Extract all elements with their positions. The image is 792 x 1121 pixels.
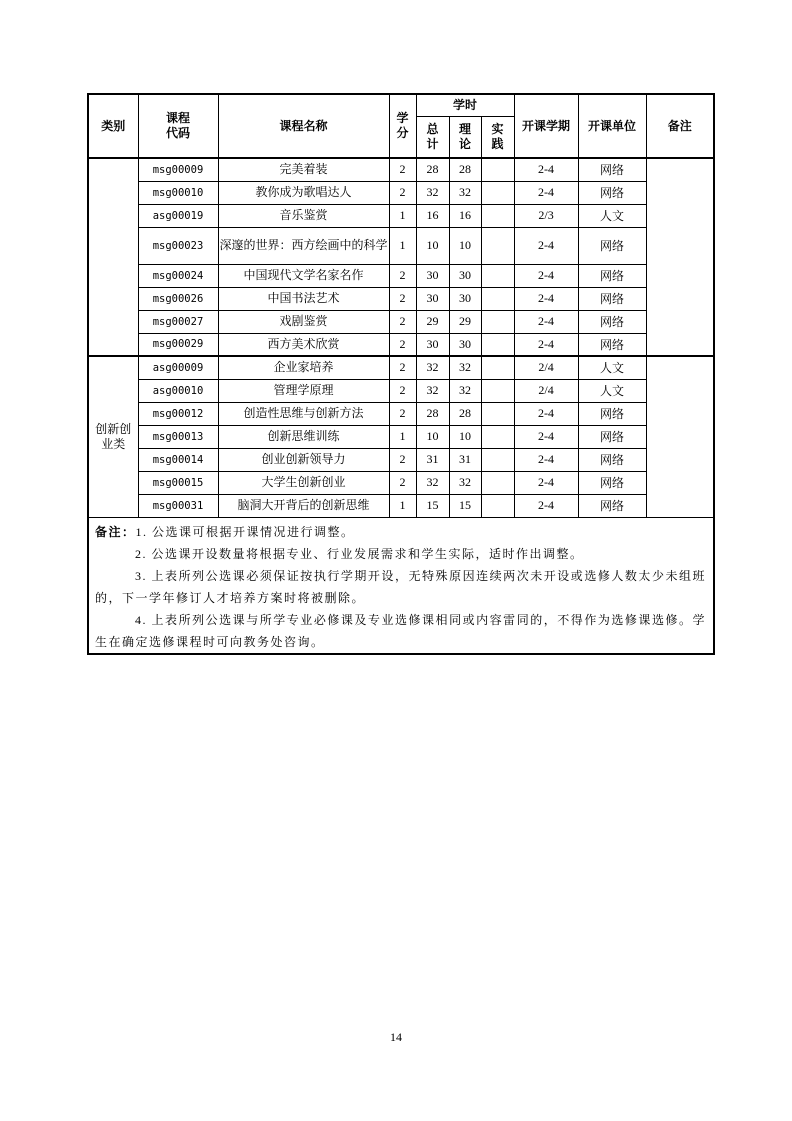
cell-unit: 网络 xyxy=(578,333,646,356)
cell-hours-theory: 30 xyxy=(449,287,481,310)
cell-unit: 网络 xyxy=(578,425,646,448)
cell-hours-total: 29 xyxy=(416,310,449,333)
header-course-name: 课程名称 xyxy=(218,94,389,158)
cell-course-name: 创业创新领导力 xyxy=(218,448,389,471)
cell-hours-theory: 30 xyxy=(449,333,481,356)
cell-hours-total: 32 xyxy=(416,356,449,379)
cell-unit: 网络 xyxy=(578,227,646,264)
cell-course-name: 企业家培养 xyxy=(218,356,389,379)
cell-course-code: msg00031 xyxy=(138,494,218,517)
cell-hours-total: 10 xyxy=(416,425,449,448)
cell-semester: 2-4 xyxy=(514,448,578,471)
table-row xyxy=(88,402,714,425)
cell-credit: 1 xyxy=(389,204,416,227)
cell-hours-theory: 28 xyxy=(449,158,481,181)
cell-hours-total: 32 xyxy=(416,379,449,402)
cell-hours-practice xyxy=(481,264,514,287)
table-row xyxy=(88,204,714,227)
table-row xyxy=(88,471,714,494)
cell-course-code: msg00024 xyxy=(138,264,218,287)
cell-course-name: 中国现代文学名家名作 xyxy=(218,264,389,287)
cell-unit: 人文 xyxy=(578,379,646,402)
cell-remark-group1 xyxy=(646,158,714,356)
cell-course-name: 大学生创新创业 xyxy=(218,471,389,494)
table-row xyxy=(88,264,714,287)
cell-unit: 网络 xyxy=(578,181,646,204)
cell-hours-practice xyxy=(481,158,514,181)
cell-course-code: msg00009 xyxy=(138,158,218,181)
cell-category-group1 xyxy=(88,158,138,356)
cell-semester: 2-4 xyxy=(514,227,578,264)
cell-hours-total: 30 xyxy=(416,333,449,356)
cell-credit: 1 xyxy=(389,494,416,517)
cell-course-name: 完美着装 xyxy=(218,158,389,181)
cell-hours-theory: 32 xyxy=(449,356,481,379)
cell-course-name: 脑洞大开背后的创新思维 xyxy=(218,494,389,517)
table-row xyxy=(88,181,714,204)
cell-hours-theory: 32 xyxy=(449,471,481,494)
cell-hours-practice xyxy=(481,227,514,264)
cell-credit: 2 xyxy=(389,158,416,181)
cell-unit: 网络 xyxy=(578,310,646,333)
header-hours-total xyxy=(416,116,449,158)
header-hours: 学时 xyxy=(416,94,514,116)
cell-course-code: msg00015 xyxy=(138,471,218,494)
cell-course-code: msg00027 xyxy=(138,310,218,333)
table-row xyxy=(88,287,714,310)
cell-hours-total: 28 xyxy=(416,158,449,181)
cell-category-group2 xyxy=(88,356,138,517)
cell-course-code: asg00009 xyxy=(138,356,218,379)
header-category: 类别 xyxy=(88,94,138,158)
cell-course-code: msg00029 xyxy=(138,333,218,356)
cell-credit: 2 xyxy=(389,264,416,287)
cell-unit: 网络 xyxy=(578,264,646,287)
note-item-1-text: 1. 公选课可根据开课情况进行调整。 xyxy=(135,524,355,539)
cell-hours-total: 31 xyxy=(416,448,449,471)
cell-credit: 2 xyxy=(389,181,416,204)
cell-hours-theory: 30 xyxy=(449,264,481,287)
cell-semester: 2-4 xyxy=(514,181,578,204)
cell-course-code: msg00010 xyxy=(138,181,218,204)
cell-course-code: asg00019 xyxy=(138,204,218,227)
cell-unit: 人文 xyxy=(578,356,646,379)
cell-credit: 2 xyxy=(389,333,416,356)
cell-semester: 2-4 xyxy=(514,287,578,310)
cell-course-code: msg00023 xyxy=(138,227,218,264)
cell-unit: 网络 xyxy=(578,448,646,471)
cell-credit: 2 xyxy=(389,287,416,310)
cell-hours-practice xyxy=(481,204,514,227)
category-label: 创新创业类 xyxy=(95,421,132,451)
cell-hours-practice xyxy=(481,310,514,333)
cell-hours-practice xyxy=(481,379,514,402)
table-row xyxy=(88,227,714,264)
cell-hours-practice xyxy=(481,356,514,379)
table-row xyxy=(88,356,714,379)
header-semester: 开课学期 xyxy=(514,94,578,158)
cell-hours-practice xyxy=(481,448,514,471)
cell-course-name: 创造性思维与创新方法 xyxy=(218,402,389,425)
cell-hours-theory: 29 xyxy=(449,310,481,333)
cell-hours-practice xyxy=(481,287,514,310)
notes-label: 备注： xyxy=(95,524,136,539)
cell-hours-total: 32 xyxy=(416,471,449,494)
cell-credit: 2 xyxy=(389,471,416,494)
cell-hours-total: 16 xyxy=(416,204,449,227)
header-credit-label: 学分 xyxy=(396,111,409,140)
cell-credit: 1 xyxy=(389,425,416,448)
cell-semester: 2-4 xyxy=(514,494,578,517)
cell-hours-total: 32 xyxy=(416,181,449,204)
cell-unit: 人文 xyxy=(578,204,646,227)
cell-hours-practice xyxy=(481,181,514,204)
header-course-code xyxy=(138,94,218,158)
cell-semester: 2/4 xyxy=(514,379,578,402)
cell-course-name: 西方美术欣赏 xyxy=(218,333,389,356)
cell-hours-theory: 10 xyxy=(449,227,481,264)
cell-unit: 网络 xyxy=(578,494,646,517)
cell-course-code: msg00013 xyxy=(138,425,218,448)
cell-course-code: msg00014 xyxy=(138,448,218,471)
cell-unit: 网络 xyxy=(578,158,646,181)
cell-semester: 2-4 xyxy=(514,264,578,287)
cell-course-name: 音乐鉴赏 xyxy=(218,204,389,227)
cell-hours-total: 30 xyxy=(416,264,449,287)
cell-hours-practice xyxy=(481,425,514,448)
note-item-1 xyxy=(95,521,706,543)
table-row xyxy=(88,333,714,356)
table-row xyxy=(88,379,714,402)
note-item-2: 2. 公选课开设数量将根据专业、行业发展需求和学生实际，适时作出调整。 xyxy=(135,546,584,561)
note-item-4: 4. 上表所列公选课与所学专业必修课及专业选修课相同或内容雷同的，不得作为选修课选修。学生在确定选修课程时可向教务处咨询。 xyxy=(95,612,707,649)
cell-hours-theory: 31 xyxy=(449,448,481,471)
cell-unit: 网络 xyxy=(578,471,646,494)
cell-semester: 2-4 xyxy=(514,425,578,448)
cell-hours-total: 28 xyxy=(416,402,449,425)
cell-hours-practice xyxy=(481,494,514,517)
header-unit: 开课单位 xyxy=(578,94,646,158)
cell-hours-practice xyxy=(481,333,514,356)
table-row xyxy=(88,494,714,517)
header-hours-practice-label: 实践 xyxy=(491,121,504,151)
cell-course-name: 戏剧鉴赏 xyxy=(218,310,389,333)
table-row xyxy=(88,158,714,181)
cell-hours-total: 15 xyxy=(416,494,449,517)
cell-unit: 网络 xyxy=(578,402,646,425)
cell-course-name: 教你成为歌唱达人 xyxy=(218,181,389,204)
course-schedule-table xyxy=(87,93,715,655)
cell-hours-theory: 10 xyxy=(449,425,481,448)
note-item-3: 3. 上表所列公选课必须保证按执行学期开设，无特殊原因连续两次未开设或选修人数太少未组班的，下一学年修订人才培养方案时将被删除。 xyxy=(95,568,707,605)
notes-row xyxy=(88,517,714,654)
header-credit xyxy=(389,94,416,158)
cell-hours-theory: 28 xyxy=(449,402,481,425)
cell-hours-total: 10 xyxy=(416,227,449,264)
cell-course-name: 深邃的世界：西方绘画中的科学 xyxy=(218,227,389,264)
cell-credit: 2 xyxy=(389,356,416,379)
cell-semester: 2-4 xyxy=(514,310,578,333)
header-hours-practice xyxy=(481,116,514,158)
cell-hours-total: 30 xyxy=(416,287,449,310)
cell-semester: 2-4 xyxy=(514,158,578,181)
table-row xyxy=(88,310,714,333)
header-hours-theory xyxy=(449,116,481,158)
table-row xyxy=(88,425,714,448)
cell-hours-theory: 32 xyxy=(449,379,481,402)
cell-hours-theory: 32 xyxy=(449,181,481,204)
cell-remark-group2 xyxy=(646,356,714,517)
table-row xyxy=(88,448,714,471)
cell-credit: 2 xyxy=(389,379,416,402)
header-hours-theory-label: 理论 xyxy=(458,121,471,151)
page-number: 14 xyxy=(390,1030,402,1044)
cell-course-code: asg00010 xyxy=(138,379,218,402)
header-row-1 xyxy=(88,94,714,116)
cell-semester: 2/3 xyxy=(514,204,578,227)
cell-course-name: 管理学原理 xyxy=(218,379,389,402)
header-remark: 备注 xyxy=(646,94,714,158)
cell-credit: 2 xyxy=(389,402,416,425)
header-course-code-label: 课程代码 xyxy=(165,111,190,140)
cell-course-code: msg00012 xyxy=(138,402,218,425)
cell-semester: 2-4 xyxy=(514,402,578,425)
cell-semester: 2-4 xyxy=(514,333,578,356)
cell-hours-practice xyxy=(481,471,514,494)
cell-hours-theory: 15 xyxy=(449,494,481,517)
cell-semester: 2-4 xyxy=(514,471,578,494)
cell-unit: 网络 xyxy=(578,287,646,310)
header-hours-total-label: 总计 xyxy=(426,121,439,151)
cell-course-name: 中国书法艺术 xyxy=(218,287,389,310)
cell-credit: 1 xyxy=(389,227,416,264)
cell-course-name: 创新思维训练 xyxy=(218,425,389,448)
cell-semester: 2/4 xyxy=(514,356,578,379)
cell-credit: 2 xyxy=(389,310,416,333)
cell-credit: 2 xyxy=(389,448,416,471)
cell-course-code: msg00026 xyxy=(138,287,218,310)
notes-cell xyxy=(88,517,714,654)
cell-hours-theory: 16 xyxy=(449,204,481,227)
cell-hours-practice xyxy=(481,402,514,425)
